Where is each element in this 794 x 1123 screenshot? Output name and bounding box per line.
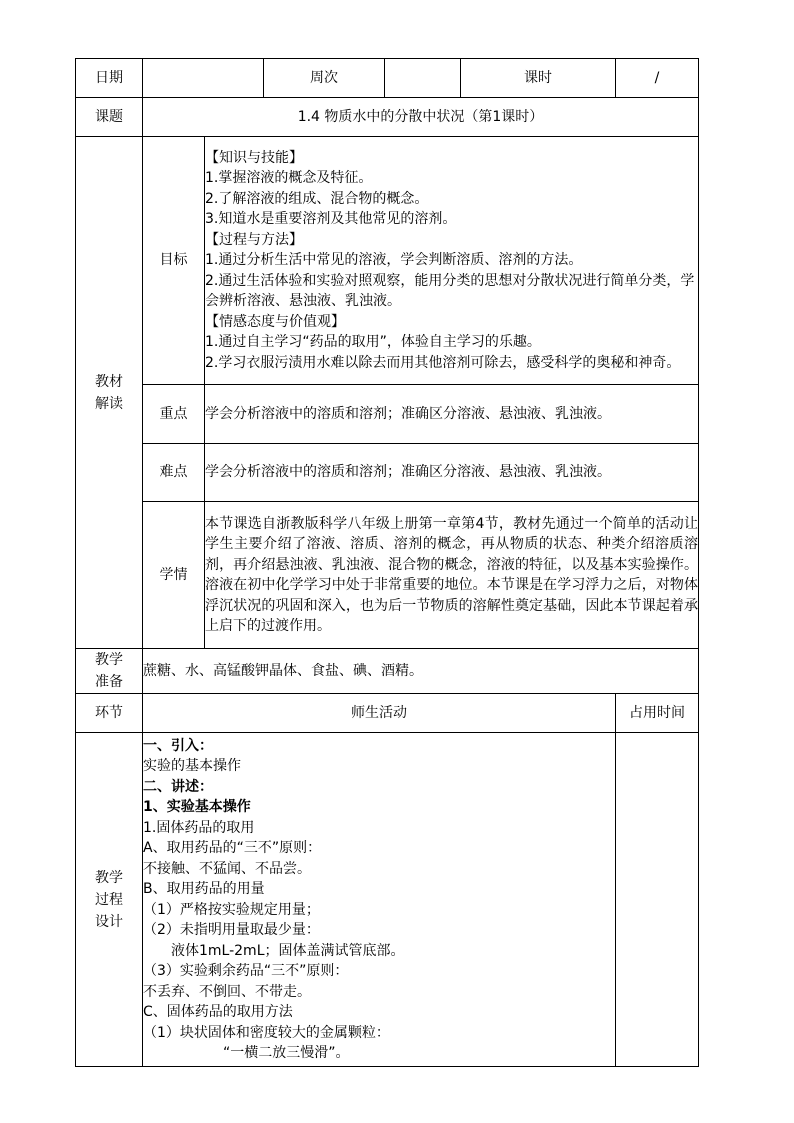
process-line: （2）未指明用量取最少量： bbox=[143, 922, 320, 938]
period-label: 课时 bbox=[461, 59, 616, 98]
activity-header: 师生活动 bbox=[143, 694, 616, 733]
process-row bbox=[76, 733, 699, 1067]
process-line: （3）实验剩余药品“三不”原则： bbox=[143, 963, 349, 979]
process-line: 不丢弃、不倒回、不带走。 bbox=[143, 983, 311, 1000]
goals-line: 2.了解溶液的组成、混合物的概念。 bbox=[205, 190, 429, 207]
difficulties-label: 难点 bbox=[143, 444, 205, 502]
key-points-row bbox=[76, 385, 699, 444]
process-line: 二、讲述： bbox=[143, 778, 213, 795]
process-label-text: 教学过程设计 bbox=[95, 869, 123, 930]
lesson-plan-table bbox=[75, 58, 699, 1067]
process-line: （1）严格按实验规定用量； bbox=[143, 901, 320, 918]
topic-label: 课题 bbox=[76, 98, 143, 137]
goals-line: 【情感态度与价值观】 bbox=[205, 313, 345, 330]
process-header-row bbox=[76, 694, 699, 733]
goals-line: 【过程与方法】 bbox=[205, 231, 303, 248]
difficulties-value: 学会分析溶液中的溶质和溶剂；准确区分溶液、悬浊液、乳浊液。 bbox=[205, 444, 699, 502]
date-value bbox=[143, 59, 264, 98]
process-line: 不接触、不猛闻、不品尝。 bbox=[143, 860, 311, 877]
process-line: B、取用药品的用量 bbox=[143, 881, 265, 897]
textbook-section-label bbox=[76, 137, 143, 649]
goals-line: 1.掌握溶液的概念及特征。 bbox=[205, 170, 373, 187]
stage-header: 环节 bbox=[76, 694, 143, 733]
goals-line: 3.知道水是重要溶剂及其他常见的溶剂。 bbox=[205, 211, 457, 228]
process-label bbox=[76, 733, 143, 1067]
process-content bbox=[143, 733, 616, 1067]
goals-line: 2.学习衣服污渍用水难以除去而用其他溶剂可除去，感受科学的奥秘和神奇。 bbox=[205, 354, 681, 371]
textbook-label-text: 教材解读 bbox=[95, 373, 123, 412]
preparation-row bbox=[76, 649, 699, 694]
goals-line: 【知识与技能】 bbox=[205, 149, 303, 166]
process-line: 液体1mL-2mL；固体盖满试管底部。 bbox=[171, 942, 405, 959]
goals-line: 2.通过生活体验和实验对照观察，能用分类的思想对分散状况进行简单分类，学会辨析溶液、悬浊液、乳浊液。 bbox=[205, 272, 695, 310]
week-value bbox=[385, 59, 461, 98]
process-line: 一、引入： bbox=[143, 737, 213, 754]
process-line: A、取用药品的“三不”原则： bbox=[143, 840, 322, 856]
topic-value: 1.4 物质水中的分散中状况（第1课时） bbox=[143, 98, 699, 137]
week-label: 周次 bbox=[264, 59, 385, 98]
key-points-value: 学会分析溶液中的溶质和溶剂；准确区分溶液、悬浊液、乳浊液。 bbox=[205, 385, 699, 444]
preparation-value: 蔗糖、水、高锰酸钾晶体、食盐、碘、酒精。 bbox=[143, 649, 699, 694]
goals-line: 1.通过分析生活中常见的溶液，学会判断溶质、溶剂的方法。 bbox=[205, 252, 583, 269]
learning-label: 学情 bbox=[143, 502, 205, 649]
process-line: 实验的基本操作 bbox=[143, 758, 241, 774]
difficulties-row bbox=[76, 444, 699, 502]
process-time bbox=[616, 733, 699, 1067]
key-points-label: 重点 bbox=[143, 385, 205, 444]
period-value: / bbox=[616, 59, 699, 98]
preparation-label bbox=[76, 649, 143, 694]
process-line: （1）块状固体和密度较大的金属颗粒： bbox=[143, 1024, 390, 1041]
learning-value: 本节课选自浙教版科学八年级上册第一章第4节，教材先通过一个简单的活动让学生主要介绍了溶液、溶质、溶剂的概念，再从物质的状态、种类介绍溶质溶剂，再介绍悬浊液、乳浊液、混合物的概念，溶液的特征，以及基本实验操作。溶液在初中化学学习中处于非常重要的地位。本节课是在学习浮力之后，对物体浮沉状况的巩固和深入，也为后一节物质的溶解性奠定基础，因此本节课起着承上启下的过渡作用。 bbox=[205, 502, 699, 649]
process-line: 1.固体药品的取用 bbox=[143, 819, 255, 836]
goals-label: 目标 bbox=[143, 137, 205, 385]
process-line: C、固体药品的取用方法 bbox=[143, 1004, 293, 1020]
preparation-label-text: 教学准备 bbox=[95, 652, 123, 690]
goals-line: 1.通过自主学习“药品的取用”，体验自主学习的乐趣。 bbox=[205, 334, 541, 351]
topic-row bbox=[76, 98, 699, 137]
process-line: “一横二放三慢滑”。 bbox=[223, 1045, 350, 1061]
date-label: 日期 bbox=[76, 59, 143, 98]
goals-content bbox=[205, 137, 699, 385]
learning-row bbox=[76, 502, 699, 649]
process-line: 1、实验基本操作 bbox=[143, 799, 251, 815]
header-row bbox=[76, 59, 699, 98]
goals-row bbox=[76, 137, 699, 385]
time-header: 占用时间 bbox=[616, 694, 699, 733]
